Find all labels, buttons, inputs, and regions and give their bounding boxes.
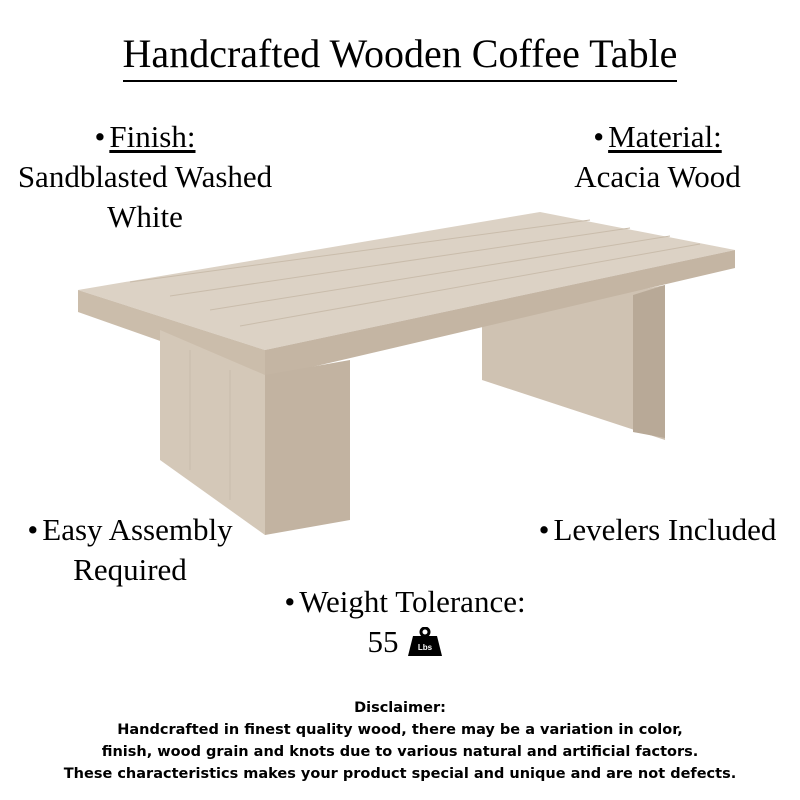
bullet: •	[538, 512, 550, 547]
finish-label: Finish:	[109, 119, 196, 154]
back-leg-side	[633, 285, 665, 438]
spec-weight	[270, 582, 540, 662]
disclaimer-line2: finish, wood grain and knots due to various natural and artificial factors.	[101, 744, 699, 760]
bullet: •	[593, 119, 605, 154]
assembly-line1: Easy Assembly	[42, 512, 233, 547]
levelers-text: Levelers Included	[553, 512, 777, 547]
disclaimer-line1: Handcrafted in finest quality wood, there may be a variation in color,	[117, 722, 683, 738]
assembly-line2: Required	[73, 552, 187, 587]
weight-unit-text: Lbs	[417, 643, 432, 652]
coffee-table-image	[70, 200, 750, 550]
disclaimer-heading: Disclaimer:	[354, 700, 446, 716]
material-value: Acacia Wood	[574, 159, 741, 194]
weight-value: 55	[367, 624, 399, 659]
front-leg-face	[265, 360, 350, 535]
bullet: •	[284, 584, 296, 619]
material-label: Material:	[608, 119, 722, 154]
title-text: Handcrafted Wooden Coffee Table	[123, 31, 678, 82]
page-title	[0, 30, 800, 78]
finish-value-line1: Sandblasted Washed	[17, 159, 273, 194]
bullet: •	[27, 512, 39, 547]
spec-material	[545, 117, 770, 197]
weight-lbs-icon	[407, 627, 443, 657]
bullet: •	[94, 119, 106, 154]
disclaimer	[0, 697, 800, 785]
weight-label: Weight Tolerance:	[299, 584, 526, 619]
spec-levelers	[530, 510, 785, 550]
spec-assembly	[20, 510, 240, 590]
disclaimer-line3: These characteristics makes your product special and unique and are not defects.	[63, 766, 737, 782]
finish-value-line2: White	[107, 199, 183, 234]
